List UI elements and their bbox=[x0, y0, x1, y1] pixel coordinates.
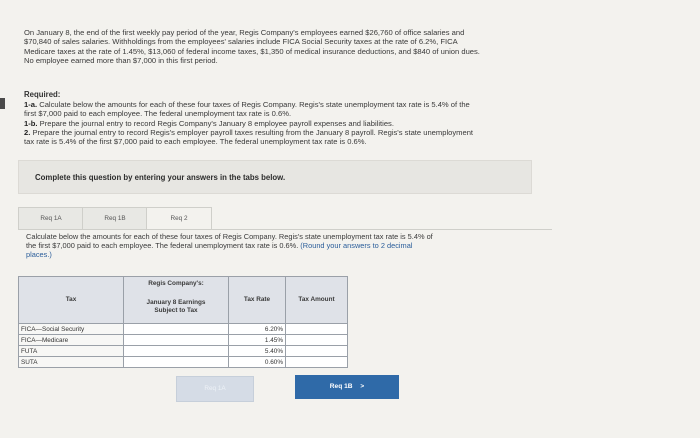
problem-line: $70,840 of sales salaries. Withholdings from the employees' salaries include FICA Social Security taxes at the rate of 6.2%, FICA bbox=[24, 37, 458, 47]
problem-line: No employee earned more than $7,000 in this first period. bbox=[24, 55, 218, 65]
required-item: tax rate is 5.4% of the first $7,000 paid to each employee. The federal unemployment tax rate is 0.6%. bbox=[24, 137, 367, 147]
table-row bbox=[19, 357, 348, 368]
next-label: Req 1B bbox=[329, 383, 353, 390]
amount-input[interactable] bbox=[286, 357, 348, 368]
next-button[interactable] bbox=[295, 375, 399, 399]
tab-req-1a[interactable]: Req 1A bbox=[18, 207, 84, 230]
row-tax-rate: 0.60% bbox=[229, 357, 286, 368]
calc-line: Calculate below the amounts for each of these four taxes of Regis Company. Regis's state unemployment tax rate is 5.4% of bbox=[26, 232, 433, 241]
row-tax-name: FICA—Social Security bbox=[19, 324, 124, 335]
row-tax-name: SUTA bbox=[19, 357, 124, 368]
calc-line: the first $7,000 paid to each employee. The federal unemployment tax rate is 0.6%. (Round your answers to 2 decimal bbox=[26, 241, 413, 251]
header-earnings: January 8 Earnings Subject to Tax bbox=[124, 292, 229, 324]
row-tax-name: FUTA bbox=[19, 346, 124, 357]
earnings-input[interactable] bbox=[124, 346, 229, 357]
table-row bbox=[19, 335, 348, 346]
row-tax-name: FICA—Medicare bbox=[19, 335, 124, 346]
problem-statement bbox=[24, 28, 614, 65]
tab-req-2[interactable]: Req 2 bbox=[146, 207, 212, 230]
required-title: Required: bbox=[24, 90, 61, 99]
row-tax-rate: 5.40% bbox=[229, 346, 286, 357]
amount-input[interactable] bbox=[286, 346, 348, 357]
prev-button[interactable] bbox=[176, 376, 254, 402]
calc-line: places.) bbox=[26, 250, 52, 260]
instructions-text: Complete this question by entering your answers in the tabs below. bbox=[35, 173, 286, 182]
side-marker bbox=[0, 98, 5, 109]
header-company: Regis Company's: bbox=[124, 277, 229, 292]
row-tax-rate: 1.45% bbox=[229, 335, 286, 346]
required-item: 1-b. Prepare the journal entry to record Regis Company's January 8 employee payroll expenses and liabilities. bbox=[24, 118, 394, 128]
amount-input[interactable] bbox=[286, 335, 348, 346]
chevron-right-icon: > bbox=[360, 383, 365, 390]
earnings-input[interactable] bbox=[124, 335, 229, 346]
table-row bbox=[19, 346, 348, 357]
prev-label: Req 1A bbox=[204, 385, 226, 392]
earnings-input[interactable] bbox=[124, 324, 229, 335]
header-tax: Tax bbox=[19, 277, 124, 324]
required-item: first $7,000 paid to each employee. The federal unemployment tax rate is 0.6%. bbox=[24, 109, 292, 119]
header-tax-amount: Tax Amount bbox=[286, 277, 348, 324]
amount-input[interactable] bbox=[286, 324, 348, 335]
row-tax-rate: 6.20% bbox=[229, 324, 286, 335]
required-item: 2. Prepare the journal entry to record Regis's employer payroll taxes resulting from the January 8 payroll. Regis's state unemployment bbox=[24, 127, 474, 137]
problem-line: On January 8, the end of the first weekly pay period of the year, Regis Company's employees earned $26,760 of office salaries and bbox=[24, 28, 465, 37]
header-tax-rate: Tax Rate bbox=[229, 277, 286, 324]
earnings-input[interactable] bbox=[124, 357, 229, 368]
table-row bbox=[19, 324, 348, 335]
required-list bbox=[24, 100, 619, 146]
tab-req-1b[interactable]: Req 1B bbox=[82, 207, 148, 230]
calc-instructions bbox=[26, 232, 566, 260]
required-item: 1-a. Calculate below the amounts for each of these four taxes of Regis Company. Regis's state unemployment tax rate is 5.4% of the bbox=[24, 100, 470, 109]
tax-table bbox=[18, 276, 348, 368]
problem-line: Medicare taxes at the rate of 1.45%, $13,060 of federal income taxes, $1,350 of medical insurance deductions, and $840 of union dues. bbox=[24, 46, 480, 56]
instructions-box bbox=[18, 160, 532, 194]
